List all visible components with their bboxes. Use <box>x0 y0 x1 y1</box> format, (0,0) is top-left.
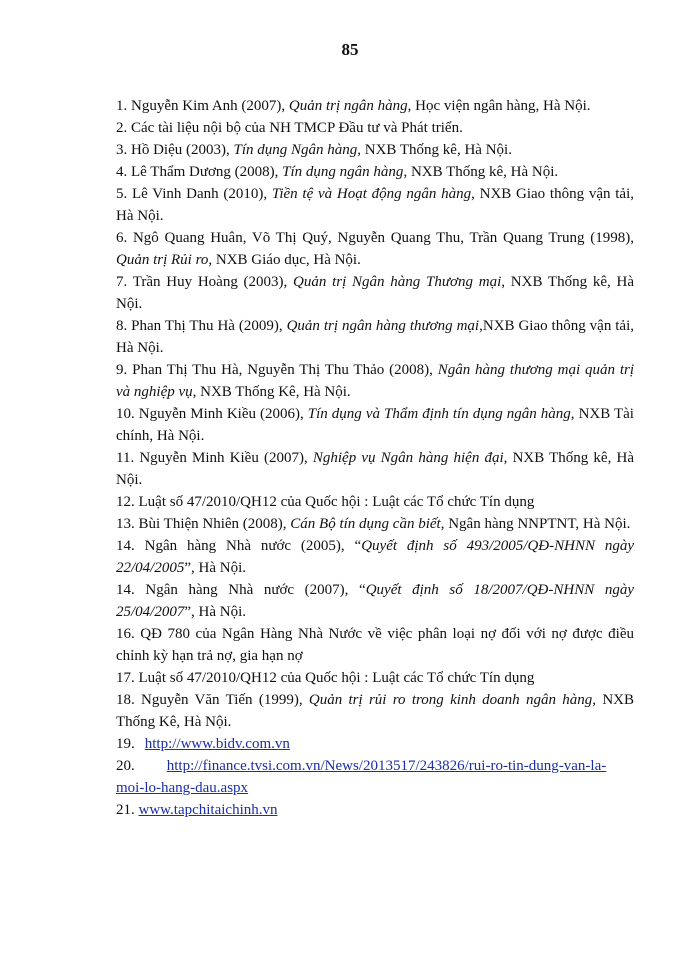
link-bidv[interactable]: http://www.bidv.com.vn <box>144 736 290 752</box>
reference-item: 18. Nguyễn Văn Tiến (1999), Quản trị rủi ro trong kinh doanh ngân hàng, NXB Thống Kê, Hà Nội. <box>116 692 634 730</box>
reference-link-item: 21. www.tapchitaichinh.vn <box>116 802 278 818</box>
reference-item: 4. Lê Thẩm Dương (2008), Tín dụng ngân hàng, NXB Thống kê, Hà Nội. <box>116 164 559 180</box>
reference-link-item: 20. http://finance.tvsi.com.vn/News/2013517/243826/rui-ro-tin-dung-van-la-moi-lo-hang-dau.aspx <box>116 758 607 796</box>
reference-list <box>116 95 634 821</box>
link-finance-tvsi[interactable]: http://finance.tvsi.com.vn/News/2013517/243826/rui-ro-tin-dung-van-la-moi-lo-hang-dau.aspx <box>116 758 607 796</box>
reference-item: 16. QĐ 780 của Ngân Hàng Nhà Nước về việc phân loại nợ đối với nợ được điều chỉnh kỳ hạn trả nợ, gia hạn nợ <box>116 626 634 664</box>
reference-item: 14. Ngân hàng Nhà nước (2007), “Quyết định số 18/2007/QĐ-NHNN ngày 25/04/2007”, Hà Nội. <box>116 582 634 620</box>
reference-item: 2. Các tài liệu nội bộ của NH TMCP Đầu tư và Phát triển. <box>116 120 463 136</box>
reference-item: 14. Ngân hàng Nhà nước (2005), “Quyết định số 493/2005/QĐ-NHNN ngày 22/04/2005”, Hà Nội. <box>116 538 634 576</box>
reference-item: 17. Luật số 47/2010/QH12 của Quốc hội : Luật các Tổ chức Tín dụng <box>116 670 535 686</box>
reference-item: 7. Trần Huy Hoàng (2003), Quản trị Ngân hàng Thương mại, NXB Thống kê, Hà Nội. <box>116 274 634 312</box>
reference-link-item: 19. http://www.bidv.com.vn <box>116 736 290 752</box>
link-tapchitaichinh[interactable]: www.tapchitaichinh.vn <box>138 802 278 818</box>
reference-item: 6. Ngô Quang Huân, Võ Thị Quý, Nguyễn Quang Thu, Trần Quang Trung (1998), Quản trị Rủi ro, NXB Giáo dục, Hà Nội. <box>116 230 634 268</box>
reference-item: 3. Hồ Diệu (2003), Tín dụng Ngân hàng, NXB Thống kê, Hà Nội. <box>116 142 512 158</box>
reference-item: 8. Phan Thị Thu Hà (2009), Quản trị ngân hàng thương mại,NXB Giao thông vận tải, Hà Nội. <box>116 318 635 356</box>
reference-item: 10. Nguyễn Minh Kiều (2006), Tín dụng và Thẩm định tín dụng ngân hàng, NXB Tài chính, Hà Nội. <box>116 406 634 444</box>
reference-item: 12. Luật số 47/2010/QH12 của Quốc hội : Luật các Tổ chức Tín dụng <box>116 494 535 510</box>
reference-item: 11. Nguyễn Minh Kiều (2007), Nghiệp vụ Ngân hàng hiện đại, NXB Thống kê, Hà Nội. <box>116 450 634 488</box>
reference-item: 5. Lê Vinh Danh (2010), Tiền tệ và Hoạt động ngân hàng, NXB Giao thông vận tải, Hà Nội. <box>116 186 634 224</box>
page-number: 85 <box>341 40 359 59</box>
reference-item: 13. Bùi Thiện Nhiên (2008), Cán Bộ tín dụng cần biết, Ngân hàng NNPTNT, Hà Nội. <box>116 516 631 532</box>
reference-item: 1. Nguyễn Kim Anh (2007), Quản trị ngân hàng, Học viện ngân hàng, Hà Nội. <box>116 98 591 114</box>
reference-item: 9. Phan Thị Thu Hà, Nguyễn Thị Thu Thảo (2008), Ngân hàng thương mại quản trị và nghiệp vụ, NXB Thống Kê, Hà Nội. <box>116 362 635 400</box>
